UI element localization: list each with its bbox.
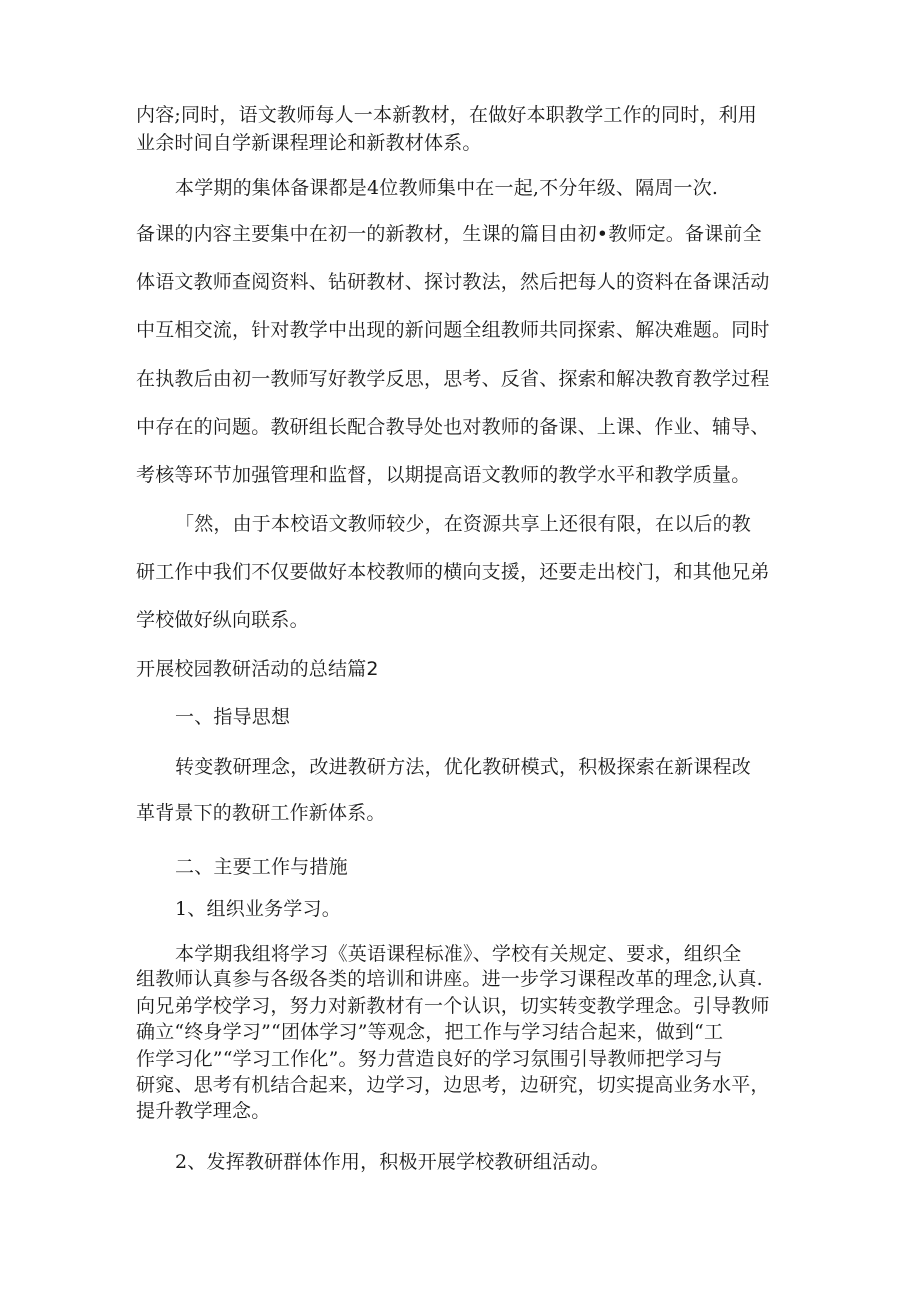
text-line: 确立“终身学习”“团体学习”等观念，把工作与学习结合起来，做到“工 — [136, 1021, 724, 1043]
text-line: 向兄弟学校学习，努力对新教材有一个认识，切实转变教学理念。引导教师 — [136, 995, 770, 1017]
text-line: 考核等环节加强管理和监督，以期提高语文教师的教学水平和教学质量。 — [136, 464, 751, 486]
text-line: 内容;同时，语文教师每人一本新教材，在做好本职教学工作的同时，利用 — [136, 104, 758, 126]
text-line: 中存在的问题。教研组长配合教导处也对教师的备课、上课、作业、辅导、 — [136, 416, 770, 438]
text-line: 研工作中我们不仅要做好本校教师的横向支援，还要走出校门，和其他兄弟 — [136, 561, 770, 583]
text-line: 学校做好纵向联系。 — [136, 609, 309, 631]
text-line: 本学期的集体备课都是4位教师集中在一起,不分年级、隔周一次. — [175, 177, 719, 199]
text-line: 本学期我组将学习《英语课程标准》、学校有关规定、要求，组织全 — [175, 943, 742, 965]
text-line: 研窕、思考有机结合起来，边学习，边思考，边研究，切实提高业务水平， — [136, 1074, 770, 1096]
text-line: 提升教学理念。 — [136, 1100, 271, 1122]
text-line: 备课的内容主要集中在初一的新教材，生课的篇目由初•教师定。备课前全 — [136, 223, 762, 245]
item-heading: 1、组织业务学习。 — [175, 898, 341, 920]
subheading: 二、主要工作与措施 — [175, 856, 348, 878]
text-line: 业余时间自学新课程理论和新教材体系。 — [136, 132, 482, 154]
text-line: 在执教后由初一教师写好教学反思，思考、反省、探索和解决教育教学过程 — [136, 368, 770, 390]
section-heading: 开展校园教研活动的总结篇2 — [136, 658, 379, 680]
text-line: 「然，由于本校语文教师较少，在资源共享上还很有限，在以后的教 — [175, 513, 752, 535]
text-line: 作学习化”“学习工作化”。努力营造良好的学习氛围引导教师把学习与 — [136, 1048, 723, 1070]
text-line: 组教师认真参与各级各类的培训和讲座。进一步学习课程改革的理念,认真. — [136, 968, 763, 990]
text-line: 革背景下的教研工作新体系。 — [136, 802, 386, 824]
text-line: 转变教研理念，改进教研方法，优化教研模式，积极探索在新课程改 — [175, 756, 752, 778]
text-line: 中互相交流，针对教学中出现的新问题全组教师共同探索、解决难题。同时 — [136, 319, 770, 341]
subheading: 一、指导思想 — [175, 706, 291, 728]
item-heading: 2、发挥教研群体作用，积极开展学校教研组活动。 — [175, 1151, 610, 1173]
text-line: 体语文教师查阅资料、钻研教材、探讨教法，然后把每人的资料在备课活动 — [136, 271, 770, 293]
